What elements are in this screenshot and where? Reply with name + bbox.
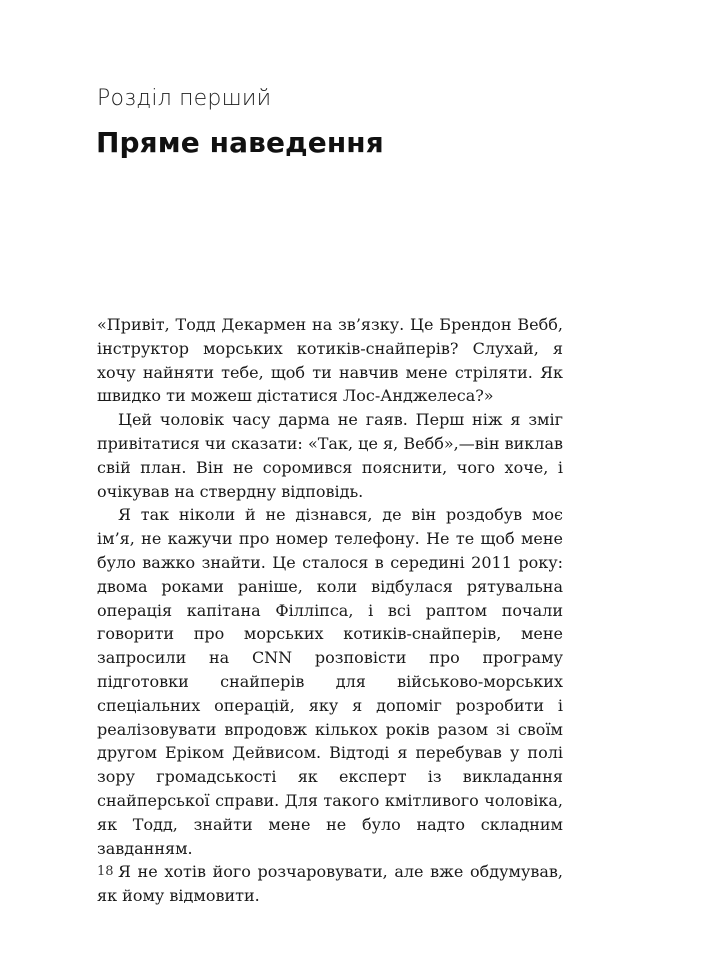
page-number: 18 [97,864,114,879]
paragraph: Я так ніколи й не дізнався, де він роздобув моє ім’я, не кажучи про номер телефону. Не те щоб мене було важко знайти. Це сталося в середині 2011 року: двома роками раніше, коли відбулася рятувальна операція капітана Філліпса, і всі раптом почали говорити про морських котиків-снайперів, мене запросили на CNN розповісти про програму підготовки снайперів для військово-морських спеціальних операцій, яку я допоміг розробити і реалізовувати впродовж кількох років разом зі своїм другом Еріком Дейвисом. Відтоді я перебував у полі зору громадськості як експерт із викладання снайперської справи. Для такого кмітливого чоловіка, як Тодд, знайти мене не було надто складним завданням. [97,505,563,858]
paragraph: «Привіт, Тодд Декармен на зв’язку. Це Брендон Вебб, інструктор морських котиків-снайперів? Слухай, я хочу найняти тебе, щоб ти навчив мене стріляти. Як швидко ти можеш дістатися Лос-Анджелеса?» [97,315,563,406]
body-text [97,313,563,908]
paragraph: Я не хотів його розчаровувати, але вже обдумував, як йому відмовити. [97,862,563,906]
paragraph: Цей чоловік часу дарма не гаяв. Перш ніж я зміг привітатися чи сказати: «Так, це я, Вебб»,—він виклав свій план. Він не соромився пояснити, чого хоче, і очікував на ствердну відповідь. [97,410,563,501]
chapter-label: Розділ перший [97,86,272,111]
chapter-title: Пряме наведення [96,126,384,159]
